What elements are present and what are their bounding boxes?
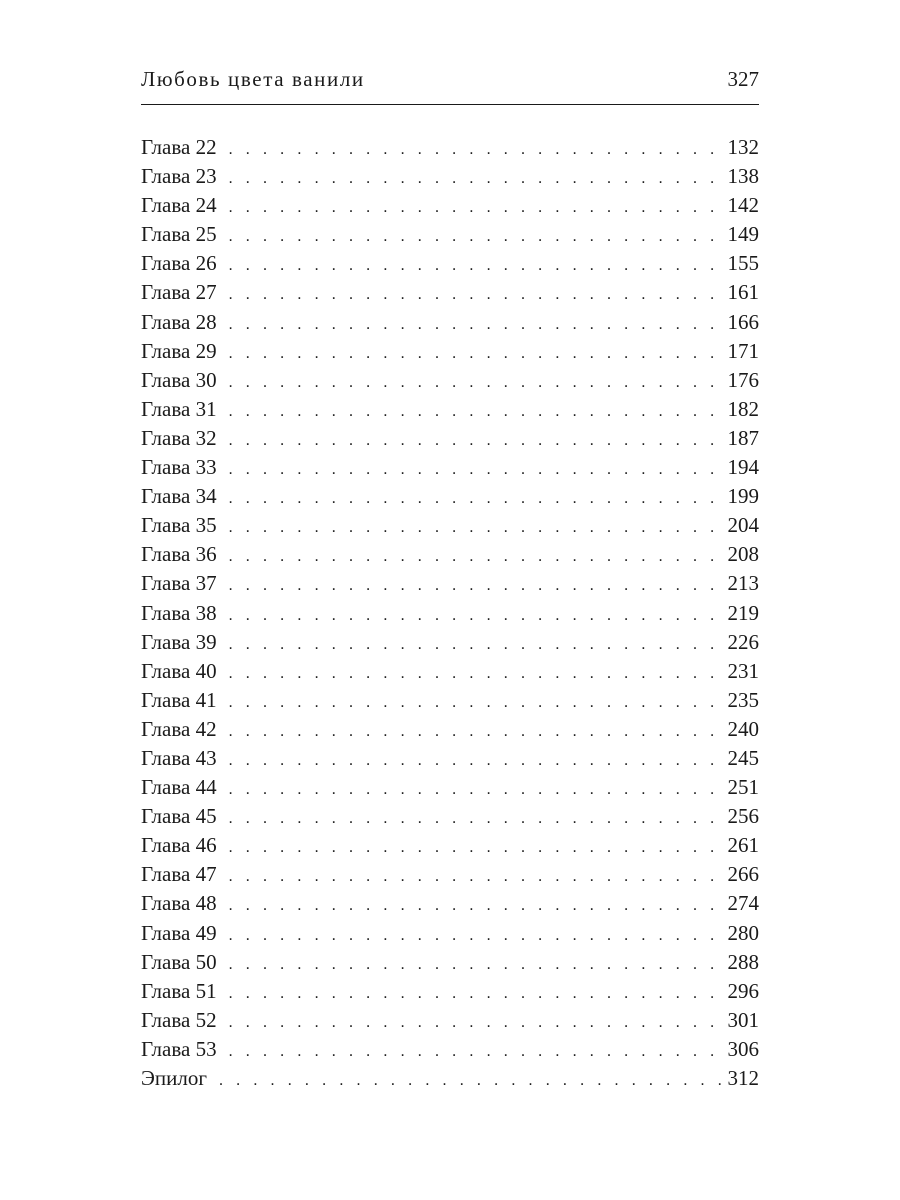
toc-entry-page: 266 xyxy=(727,862,759,887)
dot-leader xyxy=(229,717,723,746)
toc-entry-label: Глава 47 xyxy=(141,862,217,887)
dot-leader xyxy=(229,1037,723,1066)
toc-entry[interactable] xyxy=(141,889,759,918)
toc-entry-page: 226 xyxy=(727,629,759,654)
dot-leader xyxy=(229,135,723,164)
toc-entry-label: Глава 27 xyxy=(141,280,217,305)
toc-entry[interactable] xyxy=(141,540,759,569)
toc-entry[interactable] xyxy=(141,948,759,977)
toc-entry-page: 194 xyxy=(727,455,759,480)
toc-entry[interactable] xyxy=(141,424,759,453)
dot-leader xyxy=(229,368,723,397)
dot-leader xyxy=(229,426,723,455)
toc-entry-label: Глава 31 xyxy=(141,396,217,421)
dot-leader xyxy=(229,222,723,251)
dot-leader xyxy=(229,513,723,542)
toc-entry[interactable] xyxy=(141,1006,759,1035)
toc-entry-label: Глава 23 xyxy=(141,164,217,189)
toc-entry-label: Глава 30 xyxy=(141,367,217,392)
dot-leader xyxy=(229,688,723,717)
dot-leader xyxy=(229,659,723,688)
toc-entry-label: Глава 45 xyxy=(141,804,217,829)
toc-entry-label: Глава 41 xyxy=(141,687,217,712)
toc-entry[interactable] xyxy=(141,831,759,860)
dot-leader xyxy=(229,833,723,862)
dot-leader xyxy=(229,455,723,484)
toc-entry-page: 142 xyxy=(727,193,759,218)
toc-entry[interactable] xyxy=(141,162,759,191)
toc-entry-page: 274 xyxy=(727,891,759,916)
toc-entry-page: 296 xyxy=(727,978,759,1003)
toc-entry[interactable] xyxy=(141,395,759,424)
dot-leader xyxy=(229,339,723,368)
toc-entry[interactable] xyxy=(141,249,759,278)
toc-entry-label: Глава 35 xyxy=(141,513,217,538)
toc-entry-page: 155 xyxy=(727,251,759,276)
toc-entry-page: 240 xyxy=(727,716,759,741)
toc-entry-page: 132 xyxy=(727,135,759,159)
toc-entry-page: 138 xyxy=(727,164,759,189)
toc-entry[interactable] xyxy=(141,482,759,511)
toc-entry[interactable] xyxy=(141,628,759,657)
toc-entry[interactable] xyxy=(141,599,759,628)
dot-leader xyxy=(229,310,723,339)
toc-entry[interactable] xyxy=(141,1035,759,1064)
toc-entry[interactable] xyxy=(141,308,759,337)
toc-entry-page: 149 xyxy=(727,222,759,247)
toc-entry-page: 245 xyxy=(727,745,759,770)
toc-entry-label: Глава 26 xyxy=(141,251,217,276)
toc-entry[interactable] xyxy=(141,802,759,831)
toc-entry-label: Глава 50 xyxy=(141,949,217,974)
toc-entry[interactable] xyxy=(141,511,759,540)
dot-leader xyxy=(229,571,723,600)
toc-entry-label: Глава 42 xyxy=(141,716,217,741)
toc-entry[interactable] xyxy=(141,919,759,948)
toc-entry-page: 301 xyxy=(727,1007,759,1032)
toc-entry[interactable] xyxy=(141,744,759,773)
running-header xyxy=(141,64,759,104)
toc-entry-label: Глава 22 xyxy=(141,135,217,159)
toc-entry[interactable] xyxy=(141,977,759,1006)
toc-entry-page: 235 xyxy=(727,687,759,712)
toc-entry-page: 288 xyxy=(727,949,759,974)
dot-leader xyxy=(229,484,723,513)
toc-entry[interactable] xyxy=(141,453,759,482)
dot-leader xyxy=(229,601,723,630)
toc-entry-label: Глава 44 xyxy=(141,775,217,800)
toc-entry-label: Глава 36 xyxy=(141,542,217,567)
dot-leader xyxy=(229,280,723,309)
toc-entry[interactable] xyxy=(141,220,759,249)
toc-entry-page: 204 xyxy=(727,513,759,538)
toc-entry-label: Глава 24 xyxy=(141,193,217,218)
dot-leader xyxy=(229,251,723,280)
toc-entry-label: Глава 33 xyxy=(141,455,217,480)
book-title: Любовь цвета ванили xyxy=(141,67,365,91)
toc-entry[interactable] xyxy=(141,657,759,686)
toc-entry[interactable] xyxy=(141,133,759,162)
toc-entry[interactable] xyxy=(141,278,759,307)
dot-leader xyxy=(229,862,723,891)
table-of-contents xyxy=(141,133,759,1093)
toc-entry-page: 219 xyxy=(727,600,759,625)
dot-leader xyxy=(229,950,723,979)
toc-entry-page: 280 xyxy=(727,920,759,945)
toc-entry-label: Глава 40 xyxy=(141,658,217,683)
toc-entry-label: Глава 51 xyxy=(141,978,217,1003)
toc-entry-label: Глава 38 xyxy=(141,600,217,625)
toc-entry[interactable] xyxy=(141,860,759,889)
dot-leader xyxy=(229,397,723,426)
toc-entry-page: 256 xyxy=(727,804,759,829)
dot-leader xyxy=(229,804,723,833)
dot-leader xyxy=(229,164,723,193)
toc-entry-page: 166 xyxy=(727,309,759,334)
dot-leader xyxy=(229,1008,723,1037)
toc-entry-label: Глава 52 xyxy=(141,1007,217,1032)
dot-leader xyxy=(229,630,723,659)
toc-entry-page: 199 xyxy=(727,484,759,509)
toc-entry-page: 261 xyxy=(727,833,759,858)
toc-entry-page: 208 xyxy=(727,542,759,567)
toc-entry-label: Глава 37 xyxy=(141,571,217,596)
toc-entry-label: Эпилог xyxy=(141,1066,207,1090)
toc-entry-page: 213 xyxy=(727,571,759,596)
toc-entry-page: 187 xyxy=(727,425,759,450)
toc-entry[interactable] xyxy=(141,715,759,744)
toc-entry[interactable] xyxy=(141,569,759,598)
toc-entry[interactable] xyxy=(141,773,759,802)
page-number: 327 xyxy=(727,67,759,91)
header-rule xyxy=(141,104,759,105)
toc-entry-page: 312 xyxy=(727,1066,759,1090)
dot-leader xyxy=(229,891,723,920)
toc-entry-label: Глава 46 xyxy=(141,833,217,858)
toc-entry[interactable] xyxy=(141,191,759,220)
toc-entry-page: 182 xyxy=(727,396,759,421)
toc-entry[interactable] xyxy=(141,337,759,366)
toc-entry-label: Глава 43 xyxy=(141,745,217,770)
toc-entry-label: Глава 28 xyxy=(141,309,217,334)
toc-entry-label: Глава 39 xyxy=(141,629,217,654)
toc-entry-label: Глава 32 xyxy=(141,425,217,450)
toc-entry-page: 231 xyxy=(727,658,759,683)
toc-entry-label: Глава 48 xyxy=(141,891,217,916)
dot-leader xyxy=(229,775,723,804)
toc-entry-page: 251 xyxy=(727,775,759,800)
toc-entry-label: Глава 29 xyxy=(141,338,217,363)
toc-entry-page: 171 xyxy=(727,338,759,363)
toc-entry-page: 176 xyxy=(727,367,759,392)
dot-leader xyxy=(219,1066,723,1095)
toc-entry[interactable] xyxy=(141,1064,759,1093)
toc-entry[interactable] xyxy=(141,686,759,715)
toc-entry-page: 306 xyxy=(727,1036,759,1061)
toc-entry-page: 161 xyxy=(727,280,759,305)
dot-leader xyxy=(229,979,723,1008)
dot-leader xyxy=(229,746,723,775)
toc-entry-label: Глава 53 xyxy=(141,1036,217,1061)
toc-entry-label: Глава 25 xyxy=(141,222,217,247)
dot-leader xyxy=(229,193,723,222)
toc-entry-label: Глава 34 xyxy=(141,484,217,509)
toc-entry-label: Глава 49 xyxy=(141,920,217,945)
dot-leader xyxy=(229,542,723,571)
toc-entry[interactable] xyxy=(141,366,759,395)
dot-leader xyxy=(229,921,723,950)
